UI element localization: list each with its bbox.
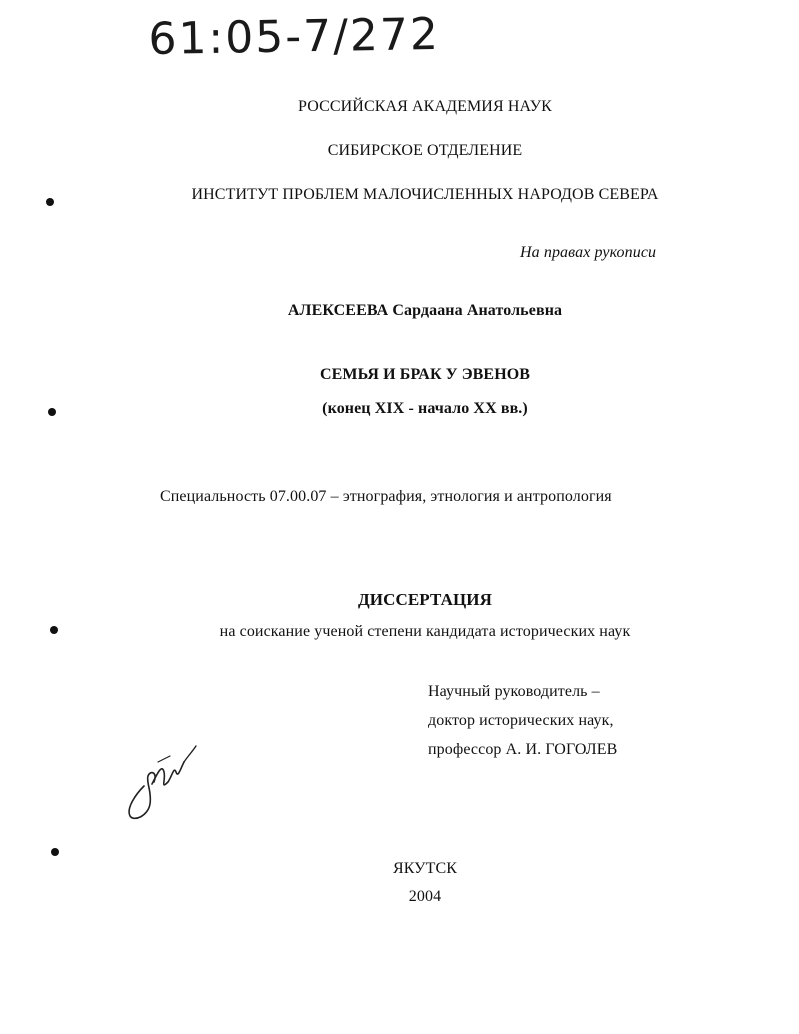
specialty-line: Специальность 07.00.07 – этнография, этнология и антропология bbox=[160, 488, 612, 505]
academy-name: РОССИЙСКАЯ АКАДЕМИЯ НАУК bbox=[298, 98, 552, 115]
dissertation-title: СЕМЬЯ И БРАК У ЭВЕНОВ bbox=[319, 366, 531, 383]
publication-year: 2004 bbox=[408, 888, 442, 905]
dissertation-subtitle: (конец XIX - начало XX вв.) bbox=[322, 400, 528, 417]
binding-hole-mark bbox=[46, 198, 54, 206]
branch-name: СИБИРСКОЕ ОТДЕЛЕНИЕ bbox=[327, 142, 523, 159]
institute-name: ИНСТИТУТ ПРОБЛЕМ МАЛОЧИСЛЕННЫХ НАРОДОВ СЕВЕРА bbox=[191, 186, 659, 203]
binding-hole-mark bbox=[50, 626, 58, 634]
publication-city: ЯКУТСК bbox=[392, 860, 458, 877]
author-name: АЛЕКСЕЕВА Сардаана Анатольевна bbox=[287, 302, 563, 319]
binding-hole-mark bbox=[51, 848, 59, 856]
degree-purpose: на соискание ученой степени кандидата исторических наук bbox=[219, 623, 631, 640]
signature-mark bbox=[118, 742, 204, 826]
supervisor-name: профессор А. И. ГОГОЛЕВ bbox=[428, 741, 618, 758]
supervisor-role: Научный руководитель – bbox=[428, 683, 600, 700]
supervisor-degree: доктор исторических наук, bbox=[428, 712, 614, 729]
document-type: ДИССЕРТАЦИЯ bbox=[358, 590, 492, 609]
binding-hole-mark bbox=[48, 408, 56, 416]
rights-note: На правах рукописи bbox=[520, 244, 657, 261]
archive-number-stamp: 61:05-7/272 bbox=[148, 8, 441, 65]
